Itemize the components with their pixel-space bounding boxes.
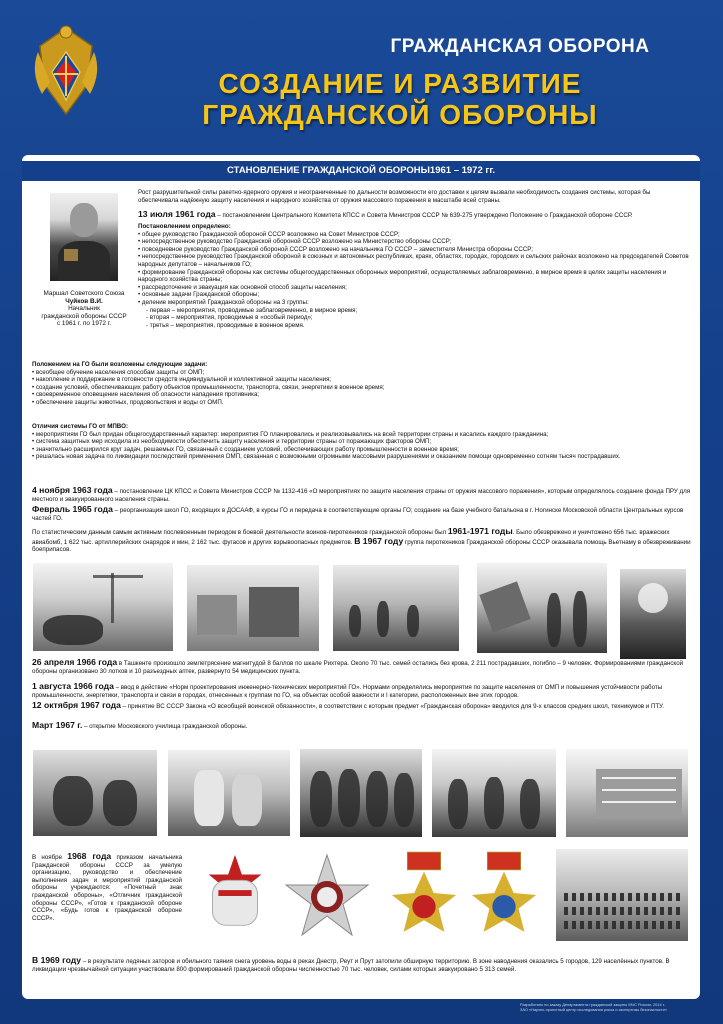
caption-line-5: с 1961 г. по 1972 г. <box>56 320 112 328</box>
category-title: ГРАЖДАНСКАЯ ОБОРОНА <box>390 36 650 57</box>
photo-protective-suits <box>168 750 290 836</box>
event-1965 <box>32 505 696 522</box>
footer-line-2: ЗАО «Научно-проектный центр исследования риска и экспертизы безопасности» <box>520 1007 668 1012</box>
photo-formation-parade <box>556 849 688 941</box>
event-1963 <box>32 486 696 503</box>
list-item: • создание условий, обеспечивающих работу объектов промышленности, транспорта, связи, энергетики в военное время; <box>32 383 385 391</box>
list-item: • накопление и поддержание в готовности средств индивидуальной и коллективной защиты населения; <box>32 376 332 384</box>
norms-body: – ввод в действие «Норм проектирования инженерно-технических мероприятий ГО». Нормами определялись мероприятия по защите населения от ОМП и повышения устойчивости работы промышленности, энергетики, транспорта и связи в городах, отнесенных к группам по ГО, на объектах особой важности и I категории, расположенных вне этих городов. <box>32 684 663 699</box>
caption-line-4: гражданской обороны СССР <box>41 312 127 320</box>
list-item: • деление мероприятий Гражданской обороны на 3 группы: <box>138 298 309 306</box>
differences-heading: Отличия системы ГО от МПВО: <box>32 423 128 430</box>
decree-1961-text: – постановлением Центрального Комитета КПСС и Совета Министров СССР № 639-275 утверждено Положение о Гражданской обороне СССР. <box>215 212 633 219</box>
march-1967-date: Март 1967 г. <box>32 720 83 730</box>
badge-star-icon <box>200 851 270 939</box>
photo-group-masks <box>432 749 556 837</box>
list-item: • повседневное руководство Гражданской обороной СССР возложено на начальника ГО СССР – заместителя Министра обороны СССР; <box>138 245 534 253</box>
list-item: • обеспечение защиты животных, продовольствия и воды от ОМП. <box>32 398 224 406</box>
pyro-text-3: группа пиротехников Гражданской обороны СССР оказывала помощь Вьетнаму в обезвреживании боеприпасов. <box>32 538 691 554</box>
badge-excellent-icon <box>390 849 458 939</box>
pyrotechnics-text <box>32 527 696 554</box>
list-item: • своевременное оповещение населения об опасности нападения противника; <box>32 391 260 399</box>
photo-crowd-street <box>333 565 459 651</box>
list-item: • общее руководство Гражданской обороной СССР возложено на Совет Министров СССР; <box>138 230 400 238</box>
caption-line-3: Начальник <box>68 305 100 313</box>
list-item: • решалась новая задача по ликвидации последствий применения ОМП, связанная с возможными огромными массовыми разрушениями и оказанием помощи одновременно сотням тысяч пострадавших. <box>32 453 621 461</box>
caption-name: Чуйков В.И. <box>65 297 103 305</box>
event-1965-text: – реорганизация школ ГО, входящих в ДОСААФ, в курсы ГО и передача в соответствующие органы ГО; создание на базе учебного батальона в г. Ногинске Московской области Центральных курсов частей ГО. <box>32 507 684 522</box>
mchs-emblem-icon <box>30 22 102 122</box>
order-1968-prefix: В ноябре <box>32 854 68 861</box>
photo-gas-masks-field <box>33 750 157 836</box>
earthquake-date: 26 апреля 1966 года <box>32 657 118 667</box>
pyro-1967: В 1967 году <box>354 535 404 546</box>
list-item: - первая – мероприятия, проводимые заблаговременно, в мирное время; <box>146 306 358 314</box>
law-1967-text <box>32 701 696 711</box>
portrait-photo <box>50 193 118 281</box>
earthquake-text <box>32 658 696 675</box>
pyro-years: 1961-1971 годы <box>447 526 513 536</box>
tasks-block <box>32 361 692 407</box>
order-1968-date: 1968 года <box>67 851 112 861</box>
photo-soldiers-masks <box>300 749 422 837</box>
title-line-2: ГРАЖДАНСКОЙ ОБОРОНЫ <box>202 99 598 130</box>
photo-school-building <box>566 749 688 837</box>
law-1967-body: – принятие ВС СССР Закона «О всеобщей воинской обязанности», в соответствии с которым предмет «Гражданская оборона» вводился для 9-х классов средних школ, техникумов и ПТУ. <box>120 703 665 710</box>
decree-1961-date: 13 июля 1961 года <box>138 209 216 219</box>
badge-ready-icon <box>470 849 538 939</box>
pyro-text-1: По статистическим данным самым активным послевоенным периодом в боевой деятельности воинов-пиротехников гражданской обороны был <box>32 529 448 536</box>
list-item: • основные задачи Гражданской обороны; <box>138 291 260 299</box>
decree-1961 <box>138 210 698 220</box>
tasks-heading: Положением на ГО были возложены следующие задачи: <box>32 361 208 368</box>
list-item: - третья – мероприятия, проводимые в военное время. <box>146 321 305 329</box>
norms-date: 1 августа 1966 года <box>32 681 114 691</box>
differences-block <box>32 423 692 461</box>
photo-ruined-buildings <box>187 565 319 651</box>
determined-heading: Постановлением определено: <box>138 223 231 230</box>
footer-line-1: Разработано по заказу Департамента гражданской защиты МЧС России, 2014 г. <box>520 1002 665 1007</box>
list-item: • значительно расширился круг задач, решаемых ГО, связанный с созданием условий, обеспечивающих работу промышленности в военное время; <box>32 445 459 453</box>
list-item: • непосредственное руководство Гражданской обороной СССР возложено на Министерство обороны СССР; <box>138 238 452 246</box>
flood-1969-body: – в результате ледяных заторов и обильного таяния снега уровень воды в реках Днестр, Реут и Прут затопили обширную территорию. В зоне наводнения оказались 5 городов, 129 населённых пунктов. В ликвидации чрезвычайной ситуации участвовали 800 формирований гражданской обороны численностью 70 тыс. человек, силами которых эвакуировано 5 313 семей. <box>32 958 670 973</box>
earthquake-body: в Ташкенте произошло землетрясение магнитудой 8 баллов по шкале Рихтера. Около 70 тыс. семей остались без крова, 2 211 пострадавших, погибло – 9 человек. Формированиями гражданской обороны организовано 30 лотков и 10 разъездных аптек, развернуто 54 медицинских пункта. <box>32 660 684 675</box>
norms-text <box>32 682 696 699</box>
section-title: СТАНОВЛЕНИЕ ГРАЖДАНСКОЙ ОБОРОНЫ1961 – 1972 гг. <box>22 161 700 181</box>
caption-line-1: Маршал Советского Союза <box>43 290 125 297</box>
list-item: • рассредоточение и эвакуация как основной способ защиты населения; <box>138 283 347 291</box>
event-1965-date: Февраль 1965 года <box>32 504 113 514</box>
list-item: • система защитных мер исходила из необходимости обеспечить защиту населения и территории страны от поражающих факторов ОМП; <box>32 438 432 446</box>
pyro-text-2: . Было обезврежено и уничтожено 656 тыс. вражеских авиабомб, 1 622 тыс. артиллерийских снарядов и мин, 2 162 тыс. фугасов и других взрывоопасных предметов. <box>32 529 670 546</box>
order-1968-text <box>32 852 182 922</box>
order-1968-body: приказом начальника Гражданской обороны СССР за умелую организацию, руководство и обеспечение выполнения задач и мероприятий гражданской обороны учреждаются: «Почетный знак гражданской обороны», «Отличник гражданской обороны СССР», «Готов к гражданской обороне СССР», «Будь готов к гражданской обороне СССР». <box>32 854 183 922</box>
photo-crane-site <box>33 563 173 651</box>
content-panel <box>22 155 700 999</box>
footer-note <box>520 1002 710 1012</box>
march-1967-text <box>32 721 696 731</box>
flood-1969-text <box>32 956 696 973</box>
intro-text: Рост разрушительной силы ракетно-ядерного оружия и неограниченные по дальности возможности его доставки к целям вызвали необходимость создания системы, которая бы обеспечивала надёжную защиту населения и народного хозяйства от оружия массового поражения в масштабе всей страны. <box>138 189 651 204</box>
list-item: - вторая – мероприятия, проводимые в «особый период»; <box>146 314 313 322</box>
list-item: • формирование Гражданской обороны как системы общегосударственных оборонных мероприятий, осуществляемых заблаговременно, в мирное время в целях защиты населения и народного хозяйства страны; <box>138 268 667 284</box>
portrait-caption <box>30 290 138 328</box>
march-1967-body: – открытие Московского училища гражданской обороны. <box>82 723 248 730</box>
event-1963-text: – постановление ЦК КПСС и Совета Министров СССР № 1132-416 «О мероприятиях по защите населения страны от оружия массового поражения», которым определялось создание фонда ПРУ для местного и эвакуированного населения страны. <box>32 488 691 503</box>
list-item: • всеобщее обучение населения способам защиты от ОМП; <box>32 368 205 376</box>
event-1963-date: 4 ноября 1963 года <box>32 485 113 495</box>
list-item: • непосредственное руководство Гражданской обороной в союзных и автономных республиках, краях, областях, городах, городских и сельских районах возложено на председателей Советов народных депутатов – начальников ГО; <box>138 253 689 268</box>
photo-officers-flag <box>477 563 607 653</box>
photo-fire-ruins <box>620 569 686 659</box>
badge-silver-star-icon <box>284 853 370 939</box>
flood-1969-date: В 1969 году <box>32 955 82 965</box>
list-item: • мероприятиям ГО был придан общегосударственный характер: мероприятия ГО планировались и реализовывались на всей территории страны и касались каждого гражданина; <box>32 430 549 438</box>
title-line-1: СОЗДАНИЕ И РАЗВИТИЕ <box>218 68 582 99</box>
law-1967-date: 12 октября 1967 года <box>32 700 121 710</box>
page-title <box>150 68 650 130</box>
determined-block <box>138 223 694 329</box>
